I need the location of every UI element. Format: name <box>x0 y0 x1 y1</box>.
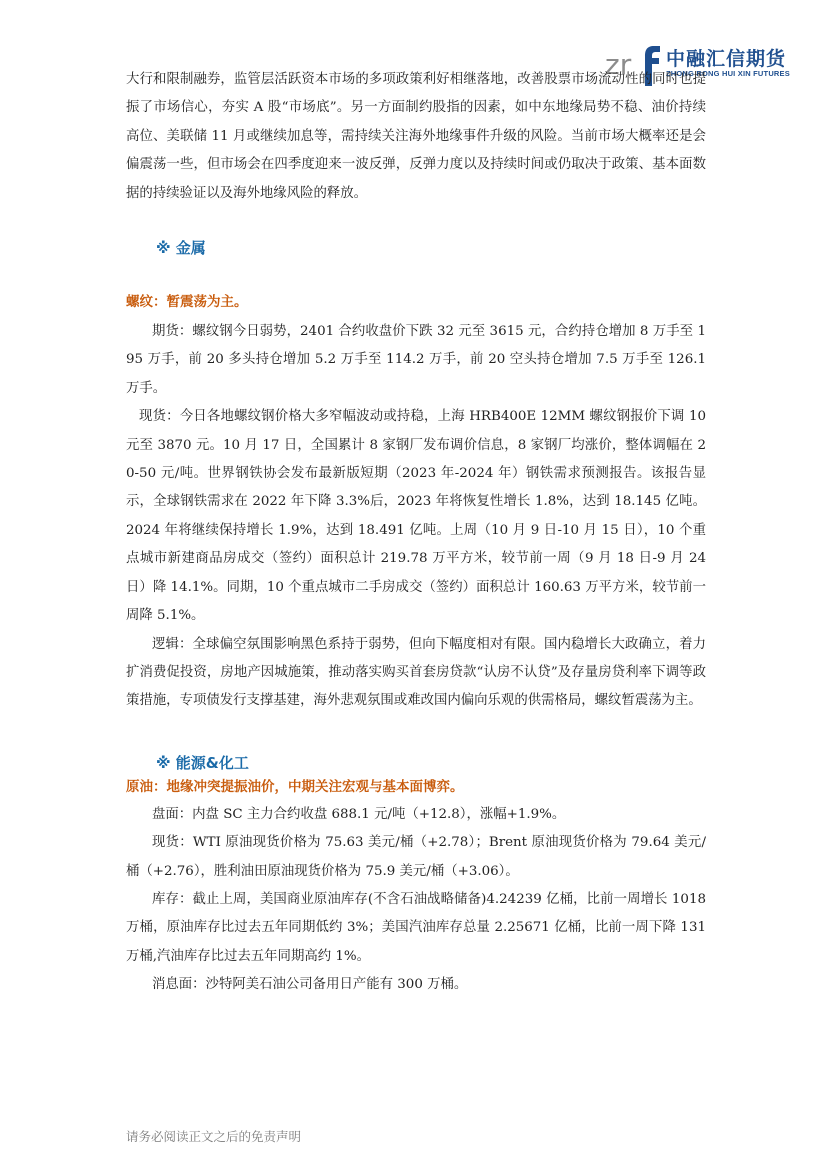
section-heading-metals: ※ 金属 <box>156 239 206 258</box>
section-heading-energy: ※ 能源&化工 <box>156 753 249 772</box>
crude-subheading: 原油：地缘冲突提振油价，中期关注宏观与基本面博弈。 <box>126 778 464 795</box>
footer-disclaimer: 请务必阅读正文之后的免责声明 <box>126 1129 302 1144</box>
crude-inventory-paragraph: 库存：截止上周，美国商业原油库存(不含石油战略储备)4.24239 亿桶，比前一周增长 1018 万桶，原油库存比过去五年同期低约 3%；美国汽油库存总量 2.25671 亿桶，比前一周下降 131 万桶,汽油库存比过去五年同期高约 1%。 <box>126 891 706 964</box>
rebar-subheading: 螺纹：暂震荡为主。 <box>126 294 248 311</box>
crude-news-paragraph: 消息面：沙特阿美石油公司备用日产能有 300 万桶。 <box>152 977 468 993</box>
crude-spot-paragraph: 现货：WTI 原油现货价格为 75.63 美元/桶（+2.78）；Brent 原油现货价格为 79.64 美元/桶（+2.76），胜利油田原油现货价格为 75.9 美元/桶（+3.06）。 <box>126 835 706 879</box>
rebar-futures-paragraph: 期货：螺纹钢今日弱势，2401 合约收盘价下跌 32 元至 3615 元，合约持仓增加 8 万手至 195 万手，前 20 多头持仓增加 5.2 万手至 114.2 万手，前 20 空头持仓增加 7.5 万手至 126.1 万手。 <box>126 324 706 396</box>
document-body <box>126 66 706 1000</box>
crude-market-paragraph: 盘面：内盘 SC 主力合约收盘 688.1 元/吨（+12.8），涨幅+1.9%。 <box>152 806 566 822</box>
intro-paragraph: 大行和限制融券，监管层活跃资本市场的多项政策利好相继落地，改善股票市场流动性的同时也提振了市场信心，夯实 A 股“市场底”。另一方面制约股指的因素，如中东地缘局势不稳、油价持续高位、美联储 11 月或继续加息等，需持续关注海外地缘事件升级的风险。当前市场大概率还是会偏震荡一些，但市场会在四季度迎来一波反弹，反弹力度以及持续时间或仍取决于政策、基本面数据的持续验证以及海外地缘风险的释放。 <box>126 72 706 201</box>
rebar-spot-paragraph: 现货：今日各地螺纹钢价格大多窄幅波动或持稳，上海 HRB400E 12MM 螺纹钢报价下调 10 元至 3870 元。10 月 17 日，全国累计 8 家钢厂发布调价信息，8 家钢厂均涨价，整体调幅在 20-50 元/吨。世界钢铁协会发布最新版短期（2023 年-2024 年）钢铁需求预测报告。该报告显示，全球钢铁需求在 2022 年下降 3.3%后，2023 年将恢复性增长 1.8%，达到 18.145 亿吨。2024 年将继续保持增长 1.9%，达到 18.491 亿吨。上周（10 月 9 日-10 月 15 日），10 个重点城市新建商品房成交（签约）面积总计 219.78 万平方米，较节前一周（9 月 18 日-9 月 24 日）降 14.1%。同期，10 个重点城市二手房成交（签约）面积总计 160.63 万平方米，较节前一周降 5.1%。 <box>126 409 706 624</box>
logo-name-cn: 中融汇信期货 <box>666 48 787 70</box>
logo-name-en: ZHONG RONG HUI XIN FUTURES <box>666 69 790 78</box>
logo-letters: zr <box>605 48 632 81</box>
rebar-logic-paragraph: 逻辑：全球偏空氛围影响黑色系持于弱势，但向下幅度相对有限。国内稳增长大政确立，着力扩消费促投资，房地产因城施策，推动落实购买首套房贷款“认房不认贷”及存量房贷利率下调等政策措施，专项债发行支撑基建，海外悲观氛围或难改国内偏向乐观的供需格局，螺纹暂震荡为主。 <box>126 636 706 709</box>
